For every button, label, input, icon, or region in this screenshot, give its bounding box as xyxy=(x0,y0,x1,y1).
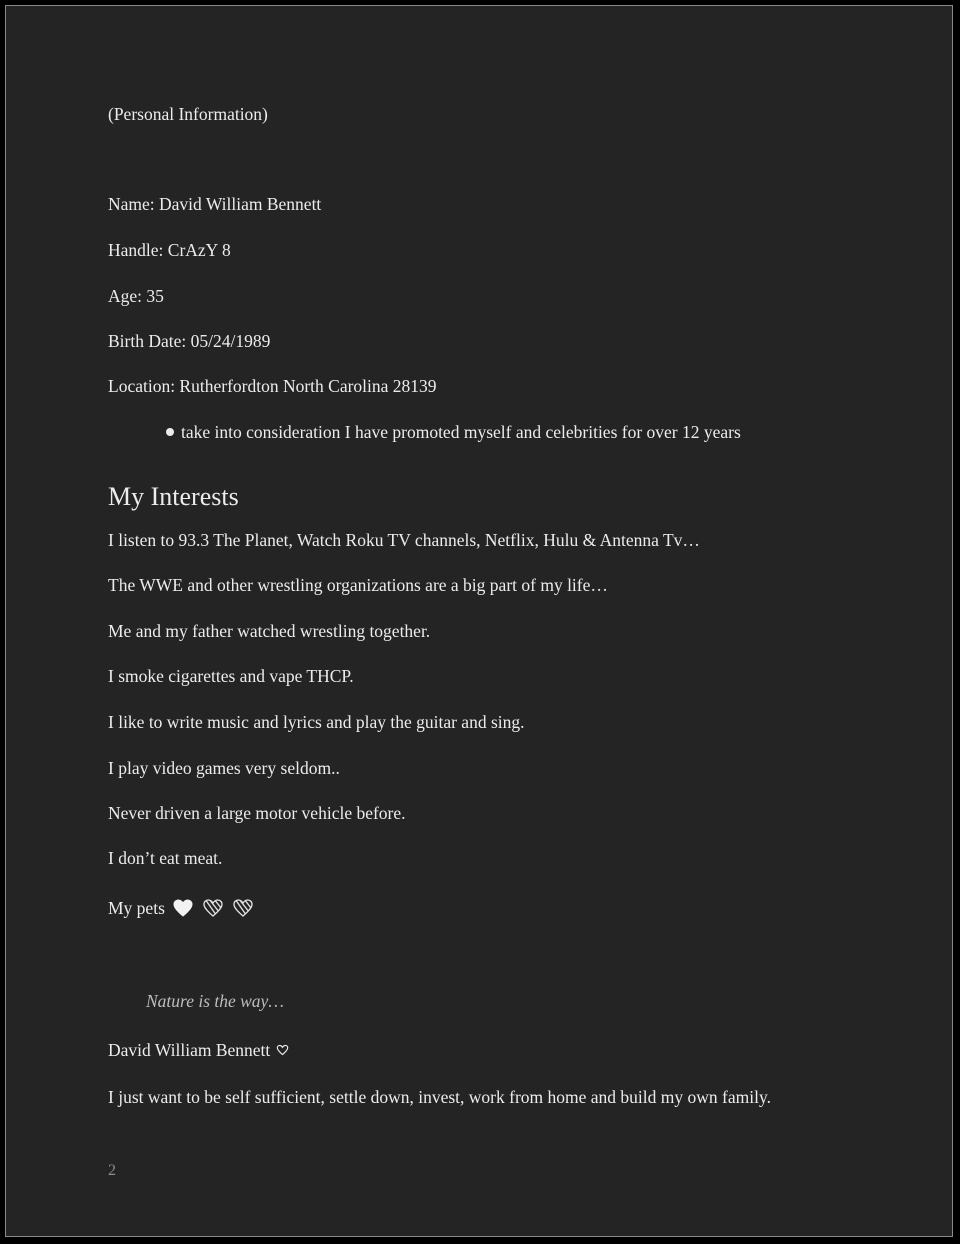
bullet-text: take into consideration I have promoted myself and celebrities for over 12 years xyxy=(181,422,741,442)
section-title: (Personal Information) xyxy=(108,104,268,124)
birth-date-line: Birth Date: 05/24/1989 xyxy=(108,331,271,351)
interest-line: I smoke cigarettes and vape THCP. xyxy=(108,666,354,686)
interest-line: I listen to 93.3 The Planet, Watch Roku TV channels, Netflix, Hulu & Antenna Tv… xyxy=(108,530,700,550)
white-heart-icon xyxy=(173,899,193,917)
age-line: Age: 35 xyxy=(108,286,164,306)
interests-heading: My Interests xyxy=(108,482,239,511)
goal-text: I just want to be self sufficient, settle down, invest, work from home and build my own family. xyxy=(108,1087,771,1107)
pets-line xyxy=(108,897,253,919)
pets-label: My pets xyxy=(108,898,165,918)
outline-heart-icon xyxy=(276,1044,289,1056)
interest-line: I don’t eat meat. xyxy=(108,848,223,868)
signature-text: David William Bennett xyxy=(108,1040,271,1060)
interest-line: I play video games very seldom.. xyxy=(108,758,340,778)
handle-line: Handle: CrAzY 8 xyxy=(108,240,231,260)
location-line: Location: Rutherfordton North Carolina 28139 xyxy=(108,376,437,396)
striped-heart-icon xyxy=(233,899,253,917)
name-line: Name: David William Bennett xyxy=(108,194,322,214)
interest-line: Me and my father watched wrestling together. xyxy=(108,621,431,641)
document-page xyxy=(5,5,953,1237)
page-number: 2 xyxy=(108,1162,116,1179)
signature-line xyxy=(108,1039,289,1061)
interest-line: The WWE and other wrestling organizations are a big part of my life… xyxy=(108,575,608,595)
interest-line: I like to write music and lyrics and play the guitar and sing. xyxy=(108,712,525,732)
bullet-item xyxy=(166,421,741,443)
bullet-icon xyxy=(166,428,174,436)
interest-line: Never driven a large motor vehicle before. xyxy=(108,803,406,823)
motto-text: Nature is the way… xyxy=(146,991,284,1011)
striped-heart-icon xyxy=(203,899,223,917)
